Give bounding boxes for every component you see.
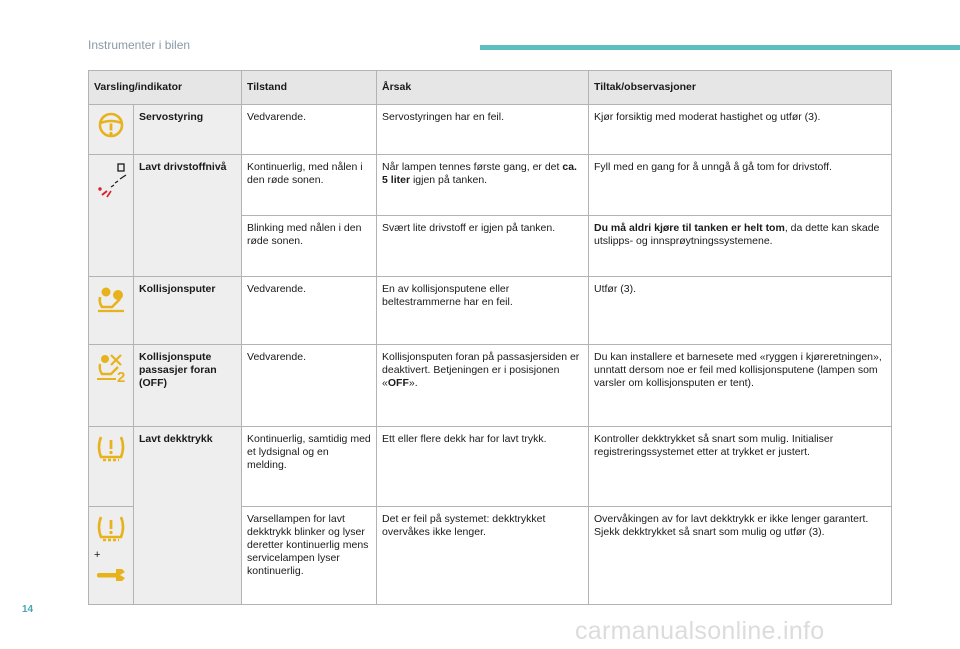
indicator-icon-cell: [89, 105, 134, 155]
state-cell: Kontinuerlig, med nålen i den røde sonen.: [242, 155, 377, 216]
section-title: Instrumenter i bilen: [88, 38, 191, 52]
indicator-name: Servostyring: [134, 105, 242, 155]
warning-indicator-table: [88, 70, 892, 605]
indicator-name: Lavt drivstoffnivå: [134, 155, 242, 277]
state-cell: Kontinuerlig, samtidig med et lydsignal og en melding.: [242, 427, 377, 507]
cause-cell: Servostyringen har en feil.: [377, 105, 589, 155]
watermark: carmanualsonline.info: [575, 617, 825, 645]
wrench-icon: [94, 566, 128, 584]
table-row: [89, 345, 892, 427]
tyre-pressure-icon: [95, 433, 127, 465]
cause-cell: [377, 155, 589, 216]
page-number: 14: [22, 604, 34, 615]
cause-cell: Svært lite drivstoff er igjen på tanken.: [377, 216, 589, 277]
action-text: , da dette kan skade utslipps- og innsprøytningssystemene.: [594, 222, 880, 247]
svg-text:2: 2: [117, 369, 126, 383]
cause-cell: Ett eller flere dekk har for lavt trykk.: [377, 427, 589, 507]
cause-text: Når lampen tennes første gang, er det: [382, 161, 563, 173]
indicator-icon-cell: [89, 507, 134, 605]
airbag-icon: [94, 283, 128, 315]
table-header-row: [89, 71, 892, 105]
cause-text: Kollisjonsputen foran på passasjersiden er deaktivert. Betjeningen er i posisjonen «: [382, 351, 580, 389]
cause-cell: En av kollisjonsputene eller beltestrammerne har en feil.: [377, 277, 589, 345]
tyre-pressure-icon: [95, 513, 127, 545]
cause-emphasis: OFF: [387, 377, 409, 389]
state-cell: Vedvarende.: [242, 105, 377, 155]
table-row: [89, 427, 892, 507]
action-cell: Overvåkingen av for lavt dekktrykk er ikke lenger garantert. Sjekk dekktrykket så snart som mulig og utfør (3).: [589, 507, 892, 605]
fuel-gauge-icon: [94, 161, 134, 201]
table-row: [89, 277, 892, 345]
state-cell: Blinking med nålen i den røde sonen.: [242, 216, 377, 277]
indicator-name: Kollisjonspute passasjer foran (OFF): [134, 345, 242, 427]
state-cell: Vedvarende.: [242, 277, 377, 345]
header-action: Tiltak/observasjoner: [589, 71, 892, 105]
header-state: Tilstand: [242, 71, 377, 105]
header-accent-bar: [480, 45, 960, 50]
indicator-icon-cell: [89, 345, 134, 427]
header-cause: Årsak: [377, 71, 589, 105]
state-cell: Vedvarende.: [242, 345, 377, 427]
passenger-airbag-off-icon: [94, 351, 130, 383]
action-cell: Fyll med en gang for å unngå å gå tom for drivstoff.: [589, 155, 892, 216]
header-indicator: Varsling/indikator: [89, 71, 242, 105]
state-cell: Varsellampen for lavt dekktrykk blinker og lyser deretter kontinuerlig mens servicelampen lyser kontinuerlig.: [242, 507, 377, 605]
indicator-icon-cell: [89, 277, 134, 345]
action-cell: Kjør forsiktig med moderat hastighet og utfør (3).: [589, 105, 892, 155]
indicator-icon-cell: [89, 155, 134, 277]
action-cell: Kontroller dekktrykket så snart som mulig. Initialiser registreringssystemet etter at trykket er justert.: [589, 427, 892, 507]
table-row: [89, 105, 892, 155]
plus-sign: +: [94, 549, 101, 561]
cause-emphasis: ca. 5 liter: [382, 161, 577, 186]
cause-cell: [377, 345, 589, 427]
indicator-icon-cell: [89, 427, 134, 507]
action-cell: Du kan installere et barnesete med «ryggen i kjøreretningen», unntatt dersom noe er feil med kollisjonsputene (lampen som varsler om kollisjonsputen er tent).: [589, 345, 892, 427]
steering-wheel-warning-icon: [96, 111, 126, 139]
table-row: [89, 155, 892, 216]
cause-text: ».: [408, 377, 418, 389]
indicator-name: Lavt dekktrykk: [134, 427, 242, 605]
action-emphasis: Du må aldri kjøre til tanken er helt tom: [594, 222, 785, 234]
action-cell: Utfør (3).: [589, 277, 892, 345]
cause-text: igjen på tanken.: [410, 174, 488, 186]
cause-cell: Det er feil på systemet: dekktrykket overvåkes ikke lenger.: [377, 507, 589, 605]
action-cell: [589, 216, 892, 277]
indicator-name: Kollisjonsputer: [134, 277, 242, 345]
